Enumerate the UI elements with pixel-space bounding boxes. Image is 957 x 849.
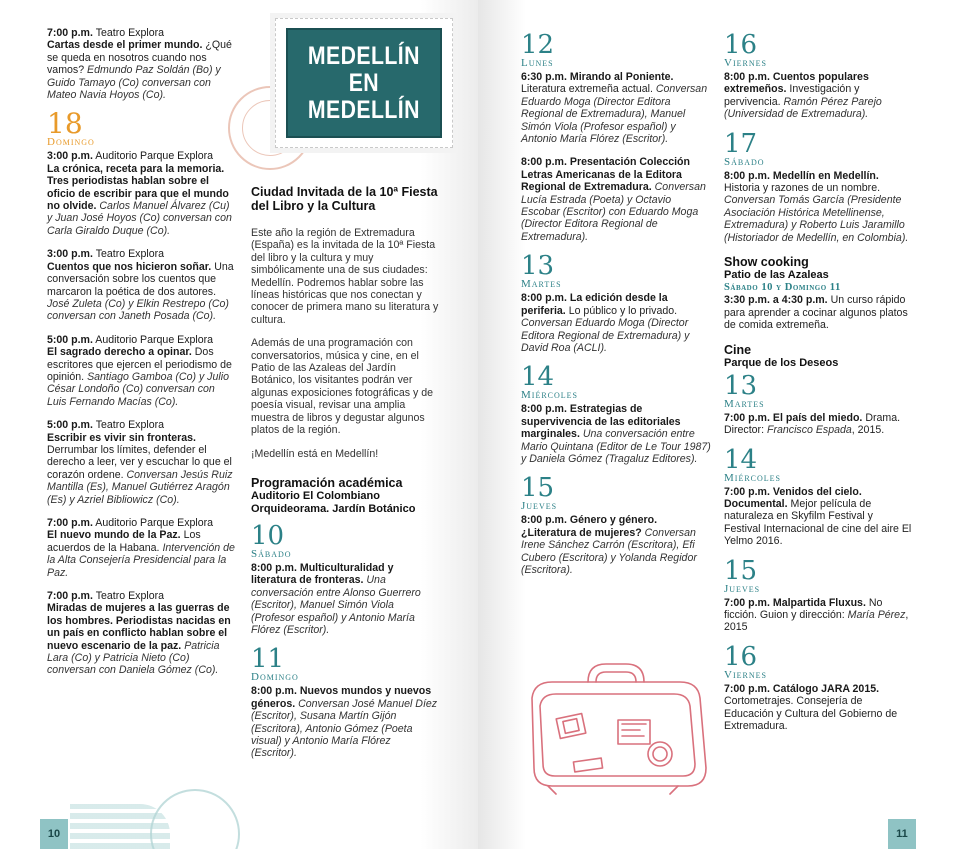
event-time: 7:00 p.m. <box>47 27 93 39</box>
event-title: Presentación Colección Letras Americanas de la Editora Regional de Extremadura. <box>521 156 690 194</box>
event-time: 8:00 p.m. <box>521 403 567 416</box>
day-weekday: Domingo <box>251 671 299 684</box>
event-time: 7:00 p.m. <box>47 590 93 603</box>
day-number: 11 <box>251 644 285 675</box>
right-column-2 <box>724 31 912 743</box>
event-entry <box>251 685 439 759</box>
event-desc: Mejor película de naturaleza en Skyfilm Festival y Festival Internacional de cine del aire El Yelmo 2016. <box>724 497 912 548</box>
event-credits: Intervención de la Alta Consejería Presidencial para la Paz. <box>47 541 235 579</box>
event-venue: Auditorio Parque Explora <box>95 150 214 163</box>
event-time: 7:00 p.m. <box>47 517 93 529</box>
event-venue: Teatro Explora <box>95 419 165 432</box>
day-heading <box>724 128 912 168</box>
day-weekday: Domingo <box>47 136 95 149</box>
event-time: 8:00 p.m. <box>724 71 770 83</box>
stamp-title: MEDELLÍN EN MEDELLÍN <box>307 41 421 124</box>
event-entry <box>521 403 711 465</box>
day-number: 16 <box>724 641 758 672</box>
program-venue: Auditorio El Colombiano <box>251 489 380 502</box>
event-title: Nuevos mundos y nuevos géneros. <box>251 685 432 710</box>
event-entry <box>521 292 711 354</box>
event-desc: Drama. Director: <box>724 411 901 437</box>
event-title: Estrategias de supervivencia de las editoriales marginales. <box>521 403 681 441</box>
event-time: 5:00 p.m. <box>47 419 93 432</box>
event-desc: Documental. <box>724 497 788 510</box>
event-venue: Auditorio Parque Explora <box>95 333 214 346</box>
event-entry <box>47 248 235 322</box>
event-time: 7:00 p.m. <box>724 485 770 498</box>
day-heading <box>724 444 912 484</box>
show-venue: Patio de las Azaleas <box>724 269 829 282</box>
event-time: 7:00 p.m. <box>724 596 770 609</box>
guest-city-tagline: ¡Medellín está en Medellín! <box>251 447 379 460</box>
event-credits: Conversan Jesús Ruiz Mantilla (Es), Manuel Gutiérrez Aragón (Es) y Azriel Bibliowicz (Co). <box>47 468 233 506</box>
day-number: 10 <box>251 520 285 551</box>
event-year: , 2015 <box>724 608 909 634</box>
event-time: 8:00 p.m. <box>521 156 567 169</box>
event-venue: Teatro Explora <box>95 590 165 603</box>
event-time: 6:30 p.m. <box>521 71 567 83</box>
day-number: 13 <box>724 370 758 401</box>
event-desc: Historia y razones de un nombre. <box>724 182 881 195</box>
postmark-bottom <box>150 789 240 849</box>
event-time: 7:00 p.m. <box>724 411 770 424</box>
day-weekday: Sábado <box>251 547 292 560</box>
event-credits: Patricia Lara (Co) y Patricia Nieto (Co) conversan con Daniela Gómez (Co). <box>47 639 220 677</box>
event-entry <box>47 27 235 101</box>
event-time: 7:00 p.m. <box>724 682 770 695</box>
program-venue: Orquideorama. Jardín Botánico <box>251 502 416 515</box>
event-credits: Conversan Eduardo Moga (Director Editora Regional de Extremadura) y David Roa (ACLI). <box>521 317 690 354</box>
event-entry <box>251 562 439 636</box>
day-number: 15 <box>724 555 758 586</box>
event-desc: Derrumbar los límites, defender el derecho a leer, ver y escuchar lo que el corazón ordene. <box>47 443 232 481</box>
day-number: 14 <box>724 444 758 475</box>
event-time: 8:00 p.m. <box>724 169 770 182</box>
event-entry <box>47 419 235 506</box>
event-time: 5:00 p.m. <box>47 333 93 346</box>
event-time: 8:00 p.m. <box>251 685 297 698</box>
event-time: 8:00 p.m. <box>251 561 297 574</box>
left-column-2 <box>251 185 439 771</box>
event-credits: Conversan Lucía Estrada (Poeta) y Octavio Escobar (Escritor) con Eduardo Moga (Director Editora Regional de Extremadura). <box>521 181 706 243</box>
event-desc: Los acuerdos de la Habana. <box>47 529 201 554</box>
event-desc: Tres periodistas hablan sobre el oficio de escribir para que el mundo no olvide. <box>47 175 229 213</box>
event-desc: Una conversación sobre los cuentos que marcaron la poética de dos autores. <box>47 260 234 298</box>
event-credits: Conversan Irene Sánchez Carrón (Escritora), Efi Cubero (Escritora) y Yolanda Regidor (Escritora). <box>521 526 697 576</box>
stamp-panel <box>286 28 442 138</box>
event-entry <box>521 514 711 576</box>
academic-program-heading: Programación académica <box>251 475 403 490</box>
event-entry <box>724 412 912 437</box>
event-entry <box>47 590 235 677</box>
guest-city-paragraph: Este año la región de Extremadura (España) es la invitada de la 10ª Fiesta del libro y la cultura y muy simbólicamente una de sus ciudades: Medellín. Podremos hablar sobre las líneas históricas que nos conectan y conocer de primera mano su literatura y cultura. <box>251 227 439 326</box>
day-number: 12 <box>521 30 555 60</box>
event-desc: Investigación y pervivencia. <box>724 83 860 108</box>
day-heading <box>251 644 439 684</box>
day-heading <box>521 473 711 513</box>
event-entry <box>724 282 912 332</box>
day-number: 15 <box>521 473 555 504</box>
event-credits: María Pérez <box>847 608 906 621</box>
event-entry <box>724 170 912 244</box>
day-heading <box>521 251 711 291</box>
day-weekday: Sábado <box>724 155 765 168</box>
day-number: 18 <box>47 107 83 141</box>
day-weekday: Miércoles <box>521 389 579 402</box>
event-desc: Lo público y lo privado. <box>568 304 678 317</box>
event-title: Cuentos que nos hicieron soñar. <box>47 260 212 273</box>
left-page <box>0 0 478 849</box>
event-credits: Santiago Gamboa (Co) y Julio César Londoño (Co) conversan con Luis Fernando Macías (Co). <box>47 370 229 408</box>
event-title: Cartas desde el primer mundo. <box>47 39 203 52</box>
event-time: 8:00 p.m. <box>521 514 567 527</box>
day-weekday: Jueves <box>724 582 761 595</box>
event-title: Miradas de mujeres a las guerras de los hombres. <box>47 602 230 627</box>
day-weekday: Martes <box>521 278 562 291</box>
event-title: El nuevo mundo de la Paz. <box>47 529 181 542</box>
day-number: 16 <box>724 30 758 60</box>
event-title: Medellín en Medellín. <box>772 169 879 182</box>
medellin-stamp <box>275 18 453 148</box>
event-venue: Auditorio Parque Explora <box>95 517 214 529</box>
day-heading <box>724 555 912 595</box>
day-weekday: Martes <box>724 397 765 410</box>
event-desc: Cortometrajes. Consejería de Educación y Cultura del Gobierno de Extremadura. <box>724 695 898 732</box>
show-cooking-heading: Show cooking <box>724 255 809 270</box>
event-title: El país del miedo. <box>772 411 863 424</box>
event-entry <box>47 517 235 579</box>
event-time: 3:30 p.m. a 4:30 p.m. <box>724 294 828 307</box>
event-credits: Ramón Pérez Parejo (Universidad de Extremadura). <box>724 95 882 121</box>
right-column-1 <box>521 31 711 587</box>
event-credits: Conversan Eduardo Moga (Director Editora Regional de Extremadura), Manuel Simón Viola (Profesor español) y Antonio María Flórez (Escritor). <box>521 83 708 146</box>
day-number: 17 <box>724 128 758 159</box>
event-title: Venidos del cielo. <box>772 485 862 498</box>
suitcase-illustration <box>518 650 708 800</box>
event-entry <box>521 71 711 145</box>
day-heading <box>724 30 912 69</box>
day-heading <box>521 30 711 69</box>
event-credits: Edmundo Paz Soldán (Bo) y Guido Tamayo (Co) conversan con Mateo Navia Hoyos (Co). <box>47 64 221 102</box>
guest-city-heading: Ciudad Invitada de la 10ª Fiesta del Libro y la Cultura <box>251 185 438 213</box>
event-desc: Periodistas nacidas en un país en conflicto hablan sobre el nuevo escenario de la paz. <box>47 614 231 652</box>
event-entry <box>521 156 711 243</box>
cine-venue: Parque de los Deseos <box>724 356 839 369</box>
event-time: 3:00 p.m. <box>47 150 93 163</box>
day-number: 14 <box>521 362 555 393</box>
show-dates: Sábado 10 y Domingo 11 <box>724 282 841 294</box>
day-heading <box>724 370 912 410</box>
event-entry <box>47 334 235 408</box>
event-title: La edición desde la periferia. <box>521 292 668 317</box>
event-entry <box>724 683 912 733</box>
event-entry <box>47 150 235 237</box>
event-desc: Literatura extremeña actual. <box>521 83 653 96</box>
event-title: Malpartida Fluxus. <box>772 596 866 609</box>
event-desc: No ficción. Guion y dirección: <box>724 596 883 621</box>
event-time: 3:00 p.m. <box>47 248 93 261</box>
event-title: Mirando al Poniente. <box>569 71 674 83</box>
event-credits: José Zuleta (Co) y Elkin Restrepo (Co) conversan con Janeth Posada (Co). <box>47 297 229 323</box>
event-title: Multiculturalidad y literatura de fronteras. <box>251 561 394 587</box>
event-time: 8:00 p.m. <box>521 292 567 305</box>
event-title: Catálogo JARA 2015. <box>772 682 880 695</box>
event-title: Género y género. ¿Literatura de mujeres? <box>521 514 658 539</box>
day-weekday: Miércoles <box>724 471 782 484</box>
event-credits: Francisco Espada <box>766 424 852 437</box>
event-credits: Una conversación entre Alonso Guerrero (Escritor), Manuel Simón Viola (Profesor español) y Antonio María Flórez (Escritor). <box>251 574 421 636</box>
event-entry <box>724 71 912 121</box>
event-venue: Teatro Explora <box>95 248 165 261</box>
day-weekday: Viernes <box>724 668 767 681</box>
day-heading <box>47 107 235 149</box>
day-weekday: Jueves <box>521 500 558 513</box>
event-desc: ¿Qué se queda en nosotros cuando nos vamos? <box>47 39 232 77</box>
day-weekday: Lunes <box>521 57 554 69</box>
event-title: El sagrado derecho a opinar. <box>47 346 192 359</box>
event-credits: Conversan José Manuel Díez (Escritor), Susana Martín Gijón (Escritora), Antonio Gómez (Poeta visual) y Antonio María Flórez (Escritor). <box>251 697 438 760</box>
event-desc: Un curso rápido para aprender a cocinar algunos platos de comida extremeña. <box>724 294 908 332</box>
event-title: Escribir es vivir sin fronteras. <box>47 431 196 444</box>
day-weekday: Viernes <box>724 57 767 69</box>
event-venue: Teatro Explora <box>95 27 165 39</box>
cine-heading: Cine <box>724 342 752 357</box>
event-credits: Carlos Manuel Álvarez (Cu) y Juan José Hoyos (Co) conversan con Carla Giraldo Duque (Co). <box>47 200 232 237</box>
day-heading <box>251 520 439 560</box>
event-title: Cuentos populares extremeños. <box>724 71 869 96</box>
guest-city-paragraph: Además de una programación con conversatorios, música y cine, en el Patio de las Azaleas del Jardín Botánico, los visitantes podrán ver algunas exposiciones fotográficas y de poesía visual, revisar una amplia muestra de libros y degustar algunos platos de la región. <box>251 337 433 437</box>
event-credits: Conversan Tomás García (Presidente Asociación Histórica Metellinense, Extremadura) y Roberto Luis Jaramillo (Historiador de Medellín, en Colombia). <box>724 194 909 244</box>
event-entry <box>724 597 912 634</box>
day-heading <box>724 641 912 681</box>
event-title: La crónica, receta para la memoria. <box>47 162 225 175</box>
day-heading <box>521 362 711 402</box>
page-number: 11 <box>888 819 916 849</box>
day-number: 13 <box>521 251 555 282</box>
event-desc: Dos escritores que ejercen el periodismo de opinión. <box>47 346 232 383</box>
event-entry <box>724 486 912 548</box>
left-column-1 <box>47 27 235 688</box>
event-year: , 2015. <box>851 424 885 437</box>
event-credits: Una conversación entre Mario Quintana (Editor de Le Tour 1987) y Daniela Gómez (Tragaluz Editores). <box>521 428 711 465</box>
page-number: 10 <box>40 819 68 849</box>
